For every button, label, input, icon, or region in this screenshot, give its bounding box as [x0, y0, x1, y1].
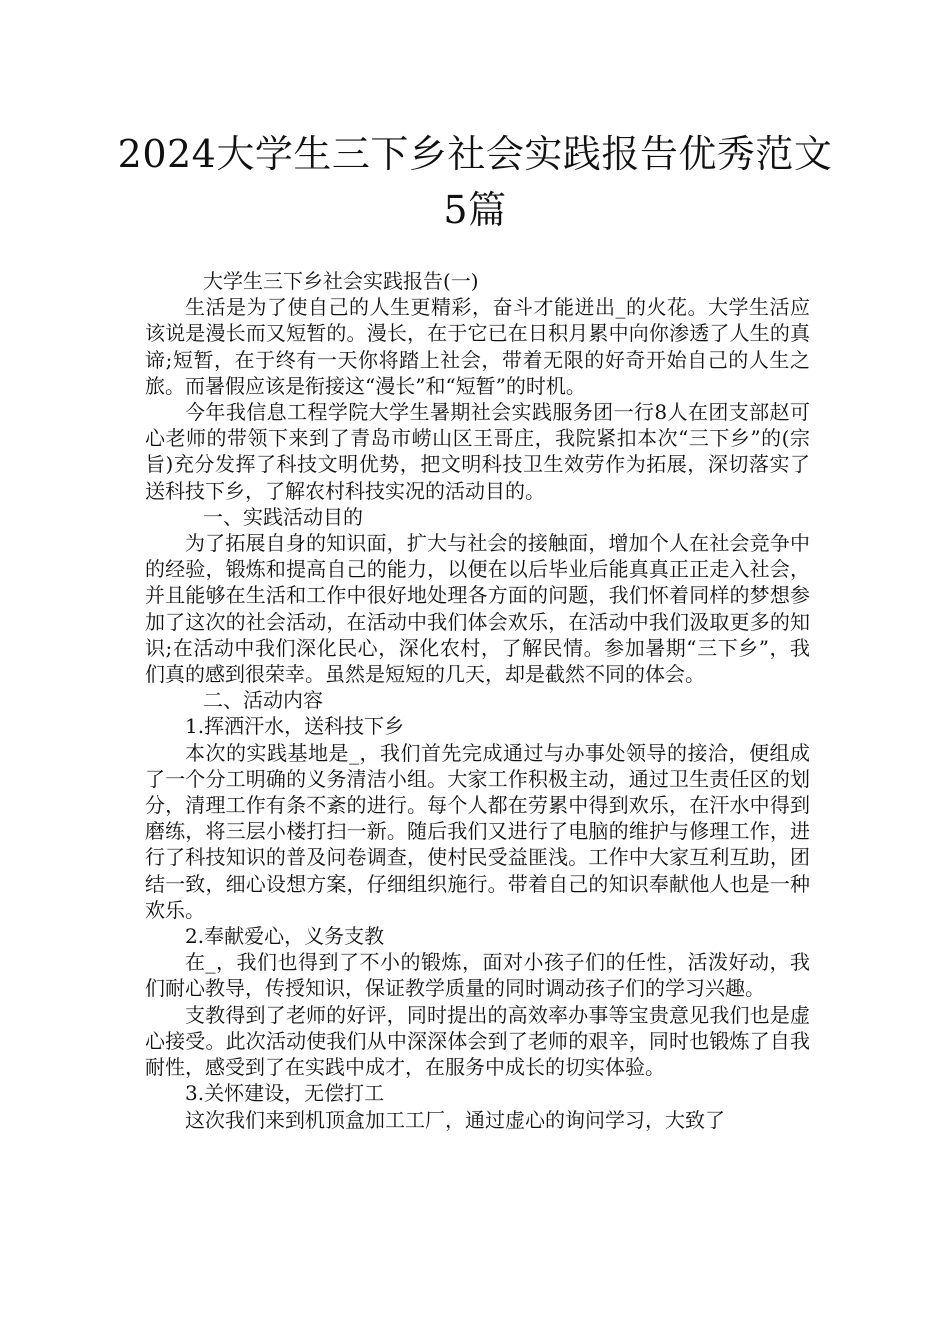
subsection-heading: 2.奉献爱心，义务支教 [185, 924, 385, 949]
section-heading: 二、活动内容 [203, 688, 323, 713]
document-title [100, 126, 850, 238]
body-paragraph: 生活是为了使自己的人生更精彩，奋斗才能迸出_的火花。大学生活应该说是漫长而又短暂的。漫长，在于它已在日积月累中向你渗透了人生的真谛;短暂，在于终有一天你将踏上社会，带着无限的好奇开始自己的人生之旅。而暑假应该是衔接这“漫长”和“短暂”的时机。 [145, 295, 810, 398]
body-paragraph: 本次的实践基地是_，我们首先完成通过与办事处领导的接洽，便组成了一个分工明确的义务清洁小组。大家工作积极主动，通过卫生责任区的划分，清理工作有条不紊的进行。每个人都在劳累中得到欢乐，在汗水中得到磨练，将三层小楼打扫一新。随后我们又进行了电脑的维护与修理工作，进行了科技知识的普及问卷调查，使村民受益匪浅。工作中大家互利互助，团结一致，细心设想方案，仔细组织施行。带着自己的知识奉献他人也是一种欢乐。 [145, 740, 810, 922]
report-subtitle: 大学生三下乡社会实践报告(一) [203, 269, 479, 293]
subsection-heading: 3.关怀建设，无偿打工 [185, 1081, 385, 1106]
body-paragraph: 这次我们来到机顶盒加工工厂，通过虚心的询问学习，大致了 [185, 1107, 725, 1132]
body-paragraph: 为了拓展自身的知识面，扩大与社会的接触面，增加个人在社会竞争中的经验，锻炼和提高自己的能力，以便在以后毕业后能真真正正走入社会，并且能够在生活和工作中很好地处理各方面的问题，我们怀着同样的梦想参加了这次的社会活动，在活动中我们体会欢乐，在活动中我们汲取更多的知识;在活动中我们深化民心，深化农村，了解民情。参加暑期“三下乡”，我们真的感到很荣幸。虽然是短短的几天，却是截然不同的体会。 [145, 531, 810, 687]
document-body [145, 268, 810, 1133]
body-paragraph: 在_，我们也得到了不小的锻炼，面对小孩子们的任性，活泼好动，我们耐心教导，传授知识，保证教学质量的同时调动孩子们的学习兴趣。 [145, 950, 810, 1001]
document-title-line-2: 5篇 [443, 188, 507, 232]
section-heading: 一、实践活动目的 [203, 504, 363, 529]
body-paragraph: 今年我信息工程学院大学生暑期社会实践服务团一行8人在团支部赵可心老师的带领下来到了青岛市崂山区王哥庄，我院紧扣本次“三下乡”的(宗旨)充分发挥了科技文明优势，把文明科技卫生效劳作为拓展，深切落实了送科技下乡，了解农村科技实况的活动目的。 [145, 400, 810, 503]
subsection-heading: 1.挥洒汗水，送科技下乡 [185, 714, 405, 739]
document-title-line-1: 2024大学生三下乡社会实践报告优秀范文 [117, 132, 833, 176]
body-paragraph: 支教得到了老师的好评，同时提出的高效率办事等宝贵意见我们也是虚心接受。此次活动使我们从中深深体会到了老师的艰辛，同时也锻炼了自我耐性，感受到了在实践中成才，在服务中成长的切实体验。 [145, 1002, 810, 1080]
